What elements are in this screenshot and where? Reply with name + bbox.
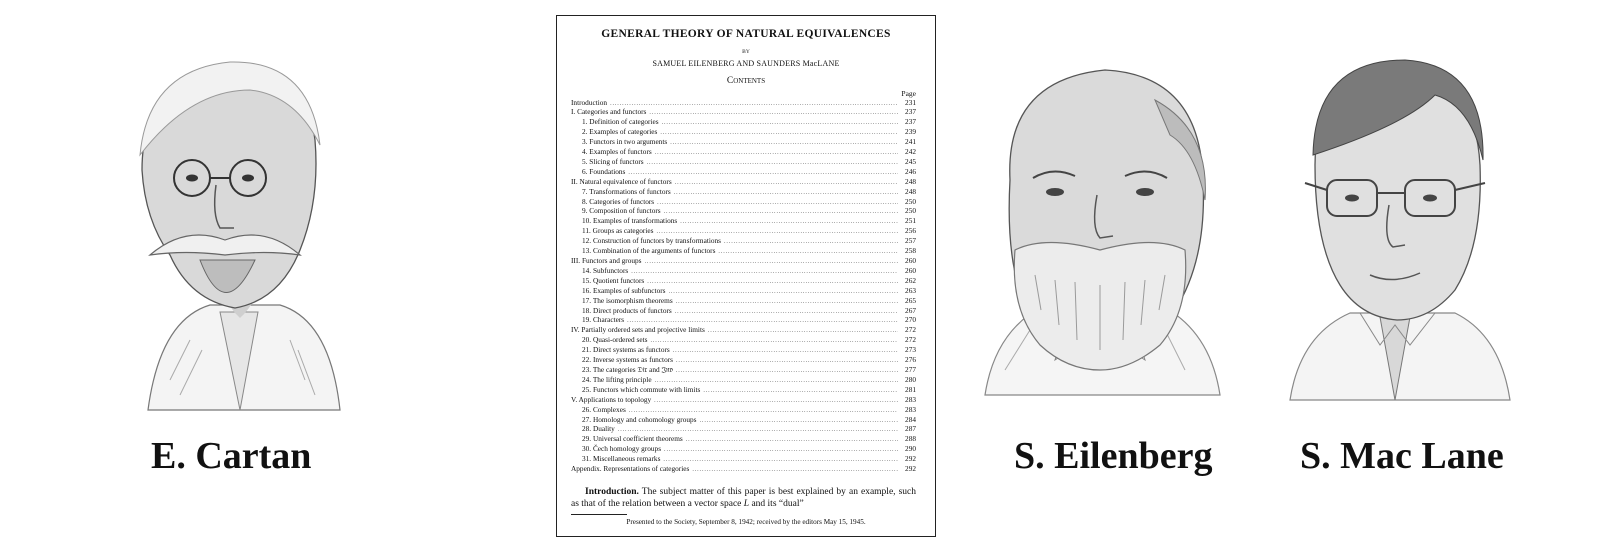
toc-leader-dots bbox=[650, 337, 898, 347]
toc-label: 23. The categories 𝔇𝔦𝔯 and 𝔍𝔫𝔳 bbox=[582, 364, 673, 374]
toc-row bbox=[571, 246, 916, 256]
toc-leader-dots bbox=[724, 238, 898, 248]
toc-row bbox=[571, 296, 916, 306]
toc-row bbox=[571, 286, 916, 296]
toc-label: 2. Examples of categories bbox=[582, 127, 658, 137]
eilenberg-portrait-icon bbox=[975, 60, 1225, 400]
cartan-portrait bbox=[130, 50, 350, 425]
toc-label: 19. Characters bbox=[582, 315, 625, 325]
toc-page-number: 231 bbox=[905, 97, 916, 107]
toc-page-number: 267 bbox=[905, 305, 916, 315]
toc-label: 13. Combination of the arguments of functors bbox=[582, 246, 716, 256]
doc-by: BY bbox=[742, 49, 750, 55]
toc-label: II. Natural equivalence of functors bbox=[571, 176, 672, 186]
document-page bbox=[556, 15, 936, 537]
toc-label: 8. Categories of functors bbox=[582, 196, 655, 206]
toc-page-number: 237 bbox=[905, 107, 916, 117]
toc-page-number: 277 bbox=[905, 364, 916, 374]
toc-label: IV. Partially ordered sets and projective limits bbox=[571, 325, 705, 335]
maclane-portrait bbox=[1285, 55, 1515, 405]
toc-row bbox=[571, 415, 916, 425]
toc-row bbox=[571, 177, 916, 187]
toc-row bbox=[571, 454, 916, 464]
toc-page-number: 283 bbox=[905, 394, 916, 404]
toc-label: 14. Subfunctors bbox=[582, 265, 629, 275]
toc-label: 28. Duality bbox=[582, 424, 615, 434]
toc-row bbox=[571, 335, 916, 345]
toc-row bbox=[571, 365, 916, 375]
toc-leader-dots bbox=[660, 129, 898, 139]
intro-lead: Introduction. bbox=[585, 487, 639, 497]
toc-label: Introduction bbox=[571, 97, 608, 107]
toc-row bbox=[571, 276, 916, 286]
toc-row bbox=[571, 107, 916, 117]
toc-label: 3. Functors in two arguments bbox=[582, 137, 668, 147]
toc-leader-dots bbox=[663, 456, 898, 466]
toc-label: 29. Universal coefficient theorems bbox=[582, 434, 683, 444]
toc-row bbox=[571, 137, 916, 147]
doc-title: GENERAL THEORY OF NATURAL EQUIVALENCES bbox=[601, 28, 891, 40]
page-column-label: Page bbox=[901, 89, 916, 98]
toc-leader-dots bbox=[718, 248, 898, 258]
toc-page-number: 284 bbox=[905, 414, 916, 424]
toc-row bbox=[571, 256, 916, 266]
toc-page-number: 260 bbox=[905, 256, 916, 265]
toc-leader-dots bbox=[692, 466, 898, 476]
toc-row bbox=[571, 206, 916, 216]
toc-leader-dots bbox=[670, 139, 898, 149]
toc-leader-dots bbox=[703, 387, 898, 397]
toc-label: 11. Groups as categories bbox=[582, 226, 654, 236]
toc-page-number: 241 bbox=[905, 137, 916, 147]
doc-authors: SAMUEL EILENBERG AND SAUNDERS MacLANE bbox=[652, 59, 840, 68]
toc-page-number: 242 bbox=[905, 147, 916, 157]
toc-row bbox=[571, 325, 916, 335]
toc-leader-dots bbox=[664, 446, 898, 456]
toc-leader-dots bbox=[654, 397, 898, 407]
toc-page-number: 250 bbox=[905, 206, 916, 216]
toc-label: 20. Quasi-ordered sets bbox=[582, 335, 648, 345]
toc-label: 12. Construction of functors by transformations bbox=[582, 236, 722, 246]
toc-page-number: 263 bbox=[905, 285, 916, 295]
toc-row bbox=[571, 236, 916, 246]
toc-row bbox=[571, 98, 916, 108]
toc-label: 4. Examples of functors bbox=[582, 147, 652, 157]
cartan-name: E. Cartan bbox=[151, 435, 312, 477]
toc-page-number: 281 bbox=[905, 384, 916, 394]
toc-leader-dots bbox=[649, 109, 898, 119]
toc-leader-dots bbox=[664, 208, 898, 218]
toc-row bbox=[571, 375, 916, 385]
toc-label: 24. The lifting principle bbox=[582, 374, 652, 384]
toc-row bbox=[571, 434, 916, 444]
toc-page-number: 265 bbox=[905, 295, 916, 305]
toc-page-number: 280 bbox=[905, 374, 916, 384]
toc-page-number: 283 bbox=[905, 404, 916, 414]
toc-leader-dots bbox=[686, 436, 898, 446]
toc-label: 10. Examples of transformations bbox=[582, 216, 678, 226]
maclane-name: S. Mac Lane bbox=[1300, 435, 1504, 477]
toc-page-number: 273 bbox=[905, 345, 916, 355]
contents-heading: Contents bbox=[726, 76, 766, 86]
toc-row bbox=[571, 464, 916, 474]
toc-label: 16. Examples of subfunctors bbox=[582, 285, 666, 295]
eilenberg-portrait bbox=[975, 60, 1225, 400]
toc-label: 9. Composition of functors bbox=[582, 206, 661, 216]
toc-row bbox=[571, 216, 916, 226]
toc-leader-dots bbox=[657, 199, 898, 209]
toc-page-number: 258 bbox=[905, 246, 916, 256]
toc-label: 26. Complexes bbox=[582, 404, 626, 414]
toc-page-number: 251 bbox=[905, 216, 916, 226]
toc-label: 6. Foundations bbox=[582, 166, 626, 176]
toc-label: 7. Transformations of functors bbox=[582, 186, 671, 196]
toc-row bbox=[571, 127, 916, 137]
toc-row bbox=[571, 405, 916, 415]
intro-var: L bbox=[743, 499, 750, 509]
toc-leader-dots bbox=[676, 367, 898, 377]
toc-leader-dots bbox=[631, 268, 898, 278]
intro-paragraph bbox=[571, 486, 916, 510]
toc-row bbox=[571, 147, 916, 157]
toc-row bbox=[571, 315, 916, 325]
intro-text-1: The subject matter of this paper is best explained by an example, such as that of the relation between a vector space bbox=[571, 487, 916, 509]
toc-row bbox=[571, 117, 916, 127]
toc-label: 15. Quotient functors bbox=[582, 275, 645, 285]
toc-leader-dots bbox=[676, 298, 898, 308]
toc-label: 31. Miscellaneous remarks bbox=[582, 454, 661, 464]
toc-leader-dots bbox=[645, 258, 898, 268]
toc-leader-dots bbox=[708, 327, 898, 337]
maclane-portrait-icon bbox=[1285, 55, 1515, 405]
toc-page-number: 270 bbox=[905, 315, 916, 325]
toc-page-number: 292 bbox=[905, 454, 916, 464]
toc-leader-dots bbox=[676, 357, 898, 367]
toc-page-number: 248 bbox=[905, 176, 916, 186]
toc-leader-dots bbox=[675, 308, 898, 318]
toc-label: Appendix. Representations of categories bbox=[571, 464, 690, 474]
eilenberg-name: S. Eilenberg bbox=[1014, 435, 1213, 477]
toc-label: 18. Direct products of functors bbox=[582, 305, 672, 315]
toc-page-number: 272 bbox=[905, 335, 916, 345]
toc-label: 21. Direct systems as functors bbox=[582, 345, 670, 355]
toc-label: V. Applications to topology bbox=[571, 394, 652, 404]
toc-page-number: 256 bbox=[905, 226, 916, 236]
toc-leader-dots bbox=[655, 149, 898, 159]
toc-page-number: 290 bbox=[905, 444, 916, 454]
toc-leader-dots bbox=[647, 278, 898, 288]
toc-label: 5. Slicing of functors bbox=[582, 156, 644, 166]
intro-text-2: and its “dual” bbox=[749, 499, 804, 509]
toc-leader-dots bbox=[674, 189, 898, 199]
toc-leader-dots bbox=[680, 218, 898, 228]
footnote: Presented to the Society, September 8, 1942; received by the editors May 15, 1945. bbox=[626, 517, 866, 526]
toc-row bbox=[571, 157, 916, 167]
toc-row bbox=[571, 395, 916, 405]
toc-page-number: 237 bbox=[905, 117, 916, 127]
toc-page-number: 250 bbox=[905, 196, 916, 206]
toc-row bbox=[571, 355, 916, 365]
toc-page-number: 272 bbox=[905, 325, 916, 335]
toc-page-number: 276 bbox=[905, 355, 916, 365]
toc-page-number: 288 bbox=[905, 434, 916, 444]
toc-page-number: 287 bbox=[905, 424, 916, 434]
toc-leader-dots bbox=[669, 288, 899, 298]
toc-label: I. Categories and functors bbox=[571, 107, 647, 117]
toc-leader-dots bbox=[700, 417, 898, 427]
toc-label: 27. Homology and cohomology groups bbox=[582, 414, 697, 424]
toc-page-number: 245 bbox=[905, 156, 916, 166]
toc-label: 30. Čech homology groups bbox=[582, 444, 662, 454]
toc-page-number: 292 bbox=[905, 464, 916, 474]
toc-page-number: 262 bbox=[905, 275, 916, 285]
toc-leader-dots bbox=[675, 179, 898, 189]
toc-page-number: 239 bbox=[905, 127, 916, 137]
toc-row bbox=[571, 345, 916, 355]
footnote-rule bbox=[571, 514, 627, 515]
toc-row bbox=[571, 306, 916, 316]
toc-row bbox=[571, 187, 916, 197]
cartan-portrait-icon bbox=[130, 50, 350, 425]
toc-label: 1. Definition of categories bbox=[582, 117, 659, 127]
toc-page-number: 248 bbox=[905, 186, 916, 196]
toc-leader-dots bbox=[647, 159, 898, 169]
toc-row bbox=[571, 385, 916, 395]
toc-page-number: 257 bbox=[905, 236, 916, 246]
toc-row bbox=[571, 444, 916, 454]
toc-leader-dots bbox=[610, 100, 898, 110]
toc-page-number: 260 bbox=[905, 265, 916, 275]
toc-row bbox=[571, 226, 916, 236]
toc-leader-dots bbox=[662, 119, 898, 129]
toc-leader-dots bbox=[673, 347, 898, 357]
toc-label: 17. The isomorphism theorems bbox=[582, 295, 673, 305]
table-of-contents bbox=[571, 98, 916, 474]
toc-label: 22. Inverse systems as functors bbox=[582, 355, 673, 365]
toc-label: 25. Functors which commute with limits bbox=[582, 384, 701, 394]
toc-row bbox=[571, 167, 916, 177]
toc-row bbox=[571, 266, 916, 276]
toc-row bbox=[571, 197, 916, 207]
toc-row bbox=[571, 424, 916, 434]
toc-page-number: 246 bbox=[905, 166, 916, 176]
toc-label: III. Functors and groups bbox=[571, 256, 642, 265]
